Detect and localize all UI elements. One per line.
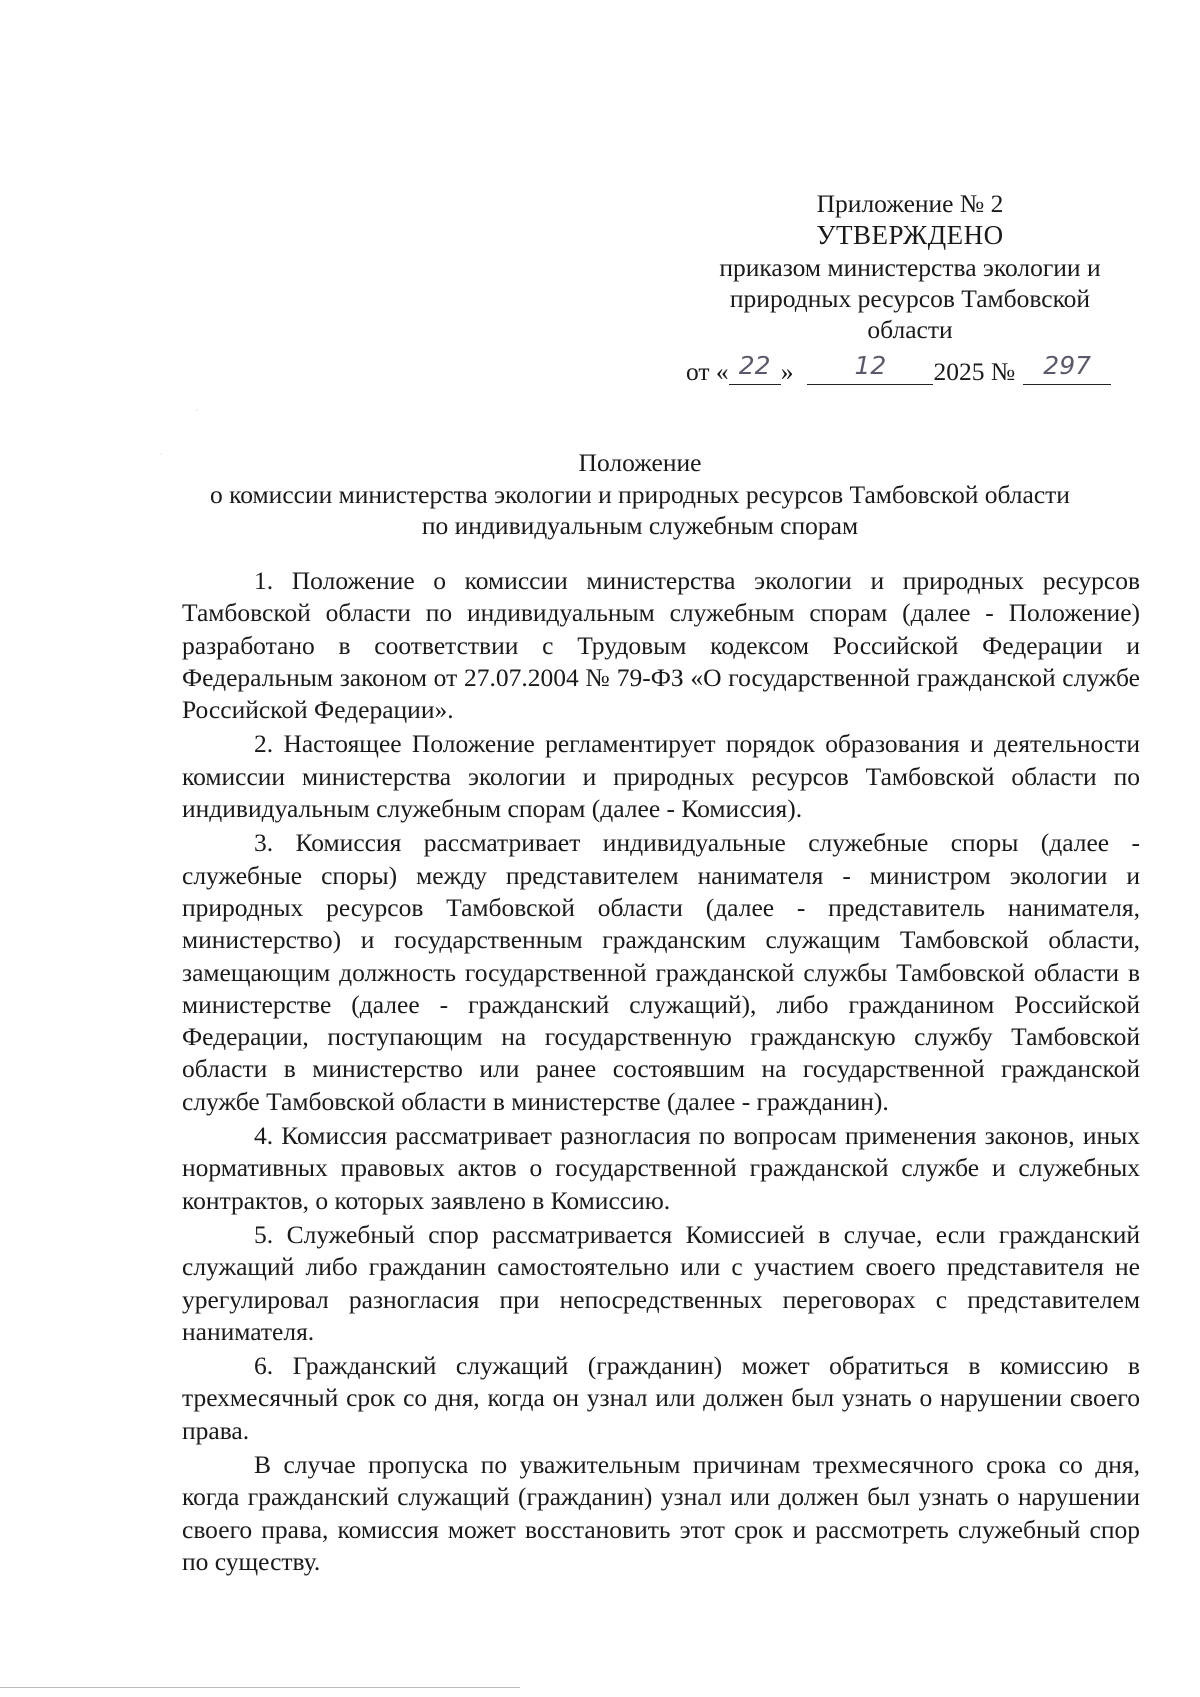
scan-speck: · — [196, 408, 198, 414]
month-blank — [807, 351, 933, 385]
paragraph-1: 1. Положение о комиссии министерства экологии и природных ресурсов Тамбовской области по индивидуальным служебным спорам (далее - Положение) разработано в соответствии с Трудовым кодексом Российской Федерации и Федеральным законом от 27.07.2004 № 79-ФЗ «О государственной гражданской службе Российской Федерации». — [182, 566, 1140, 725]
approval-line-1: приказом министерства экологии и — [719, 253, 1101, 282]
title-line-2: о комиссии министерства экологии и природных ресурсов Тамбовской области — [210, 479, 1070, 509]
approval-line-3: области — [867, 315, 953, 344]
handwritten-month: 12 — [854, 351, 887, 380]
paragraph-3: 3. Комиссия рассматривает индивидуальные служебные споры (далее - служебные споры) между представителем нанимателя - министром экологии и природных ресурсов Тамбовской области (далее - представитель нанимателя, министерство) и государственным гражданским служащим Тамбовской области, замещающим должность государственной гражданской службы Тамбовской области в министерстве (далее - гражданский служащий), либо гражданином Российской Федерации, поступающим на государственную гражданскую службу Тамбовской области в министерство или ранее состоявшим на государственной гражданской службе Тамбовской области в министерстве (далее - гражданин). — [182, 828, 1140, 1116]
paragraph-2: 2. Настоящее Положение регламентирует порядок образования и деятельности комиссии министерства экологии и природных ресурсов Тамбовской области по индивидуальным служебным спорам (далее - Комиссия). — [182, 729, 1140, 824]
day-blank — [729, 351, 781, 385]
paragraph-5: 5. Служебный спор рассматривается Комиссией в случае, если гражданский служащий либо гражданин самостоятельно или с участием своего представителя не урегулировал разногласия при непосредственных переговорах с представителем нанимателя. — [182, 1219, 1140, 1346]
document-body — [182, 565, 1140, 1580]
approval-block — [680, 188, 1140, 345]
paragraph-4: 4. Комиссия рассматривает разногласия по вопросам применения законов, иных нормативных правовых актов о государственной гражданской службе и служебных контрактов, о которых заявлено в Комиссию. — [182, 1121, 1140, 1215]
approval-line-2: природных ресурсов Тамбовской — [729, 284, 1091, 313]
scan-edge-line — [0, 1687, 520, 1688]
number-blank — [1023, 351, 1111, 385]
paragraph-6: 6. Гражданский служащий (гражданин) может обратиться в комиссию в трехмесячный срок со дня, когда он узнал или должен был узнать о нарушении своего права. — [182, 1351, 1140, 1445]
date-mid: » — [780, 357, 794, 386]
scan-speck: · — [160, 452, 162, 458]
title-line-3: по индивидуальным служебным спорам — [421, 511, 859, 540]
paragraph-7: В случае пропуска по уважительным причинам трехмесячного срока со дня, когда гражданский служащий (гражданин) узнал или должен был узнать о нарушении своего права, комиссия может восстановить этот срок и рассмотреть служебный спор по существу. — [182, 1450, 1140, 1576]
title-line-1: Положение — [578, 448, 702, 477]
date-prefix: от « — [686, 357, 729, 386]
handwritten-number: 297 — [1043, 351, 1092, 380]
handwritten-day: 22 — [738, 351, 771, 380]
order-date-line — [686, 351, 1111, 387]
document-title — [150, 447, 1130, 542]
year-and-number-label: 2025 № — [933, 357, 1016, 386]
approved-heading: УТВЕРЖДЕНО — [816, 220, 1004, 250]
appendix-label: Приложение № 2 — [816, 189, 1004, 218]
